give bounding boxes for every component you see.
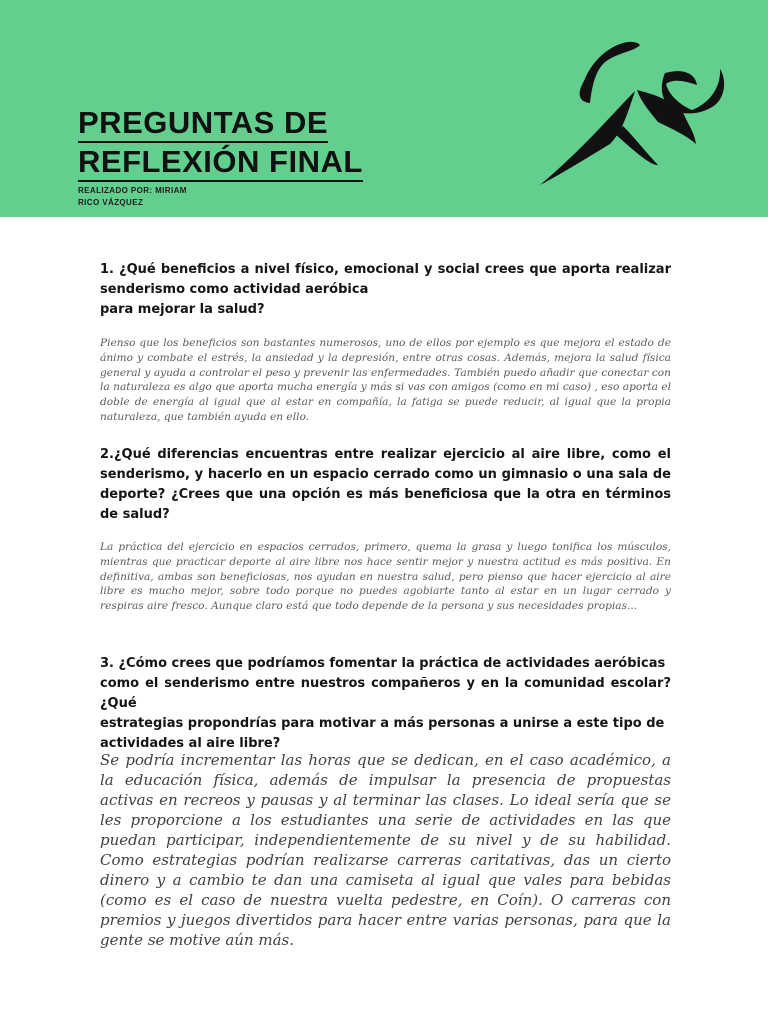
author-line-1: REALIZADO POR: MIRIAM: [78, 186, 187, 195]
title-line-1-text: PREGUNTAS DE: [78, 105, 328, 143]
answer-2: La práctica del ejercicio en espacios cerrados, primero, quema la grasa y luego tonifica los músculos, mientras que practicar deporte al aire libre nos hace sentir mejor y nuestra actitud es más positiva. En definitiva, ambas son beneficiosas, nos ayudan en nuestra salud, pero pienso que hacer ejercicio al aire libre es mucho mejor, sobre todo porque no puedes agobiarte tanto al estar en un lugar cerrado y respiras aire fresco. Aunque claro está que todo depende de la persona y sus necesidades propias...: [100, 541, 671, 613]
title-line-2: [78, 142, 363, 181]
question-3: [100, 654, 671, 754]
author-credit: [78, 185, 218, 209]
page-title: [78, 103, 363, 181]
question-1: [100, 260, 671, 320]
title-line-2-text: REFLEXIÓN FINAL: [78, 144, 363, 182]
header-banner: [0, 0, 768, 217]
question-2-line-1: 2.¿Qué diferencias encuentras entre realizar ejercicio al aire libre, como el senderismo, y hacerlo en un espacio cerrado como un gimnasio o una sala de deporte? ¿Crees que una opción es más beneficiosa que la otra en términos de salud?: [100, 447, 671, 522]
question-1-line-1: 1. ¿Qué beneficios a nivel físico, emocional y social crees que aporta realizar senderismo como actividad aeróbica: [100, 262, 671, 297]
answer-3: Se podría incrementar las horas que se dedican, en el caso académico, a la educación física, además de impulsar la presencia de propuestas activas en recreos y pausas y al terminar las clases. Lo ideal sería que se les proporcione a los estudiantes una serie de actividades en las que puedan participar, independientemente de su nivel y de su habilidad. Como estrategias podrían realizarse carreras caritativas, das un cierto dinero y a cambio te dan una camiseta al igual que vales para bebidas (como es el caso de nuestra vuelta pedestre, en Coín). O carreras con premios y juegos divertidos para hacer entre varias personas, para que la gente se motive aún más.: [100, 751, 671, 949]
question-3-line-4: actividades al aire libre?: [100, 736, 281, 751]
title-line-1: [78, 103, 363, 142]
question-3-line-2: como el senderismo entre nuestros compañeros y en la comunidad escolar? ¿Qué: [100, 676, 671, 711]
question-2: [100, 445, 671, 525]
runner-icon: [532, 30, 732, 192]
question-3-line-3: estrategias propondrías para motivar a más personas a unirse a este tipo de: [100, 716, 665, 731]
author-line-2: RICO VÁZQUEZ: [78, 198, 144, 207]
question-1-line-2: para mejorar la salud?: [100, 302, 265, 317]
question-3-line-1: 3. ¿Cómo crees que podríamos fomentar la práctica de actividades aeróbicas: [100, 656, 666, 671]
answer-1: Pienso que los beneficios son bastantes numerosos, uno de ellos por ejemplo es que mejora el estado de ánimo y combate el estrés, la ansiedad y la depresión, entre otras cosas. Además, mejora la salud física general y ayuda a controlar el peso y prevenir las enfermedades. También puedo añadir que conectar con la naturaleza es algo que aporta mucha energía y más si vas con amigos (como en mi caso) , eso aporta el doble de energía al igual que al estar en compañía, la fatiga se puede reducir, al igual que la propia naturaleza, que también ayuda en ello.: [100, 337, 671, 423]
